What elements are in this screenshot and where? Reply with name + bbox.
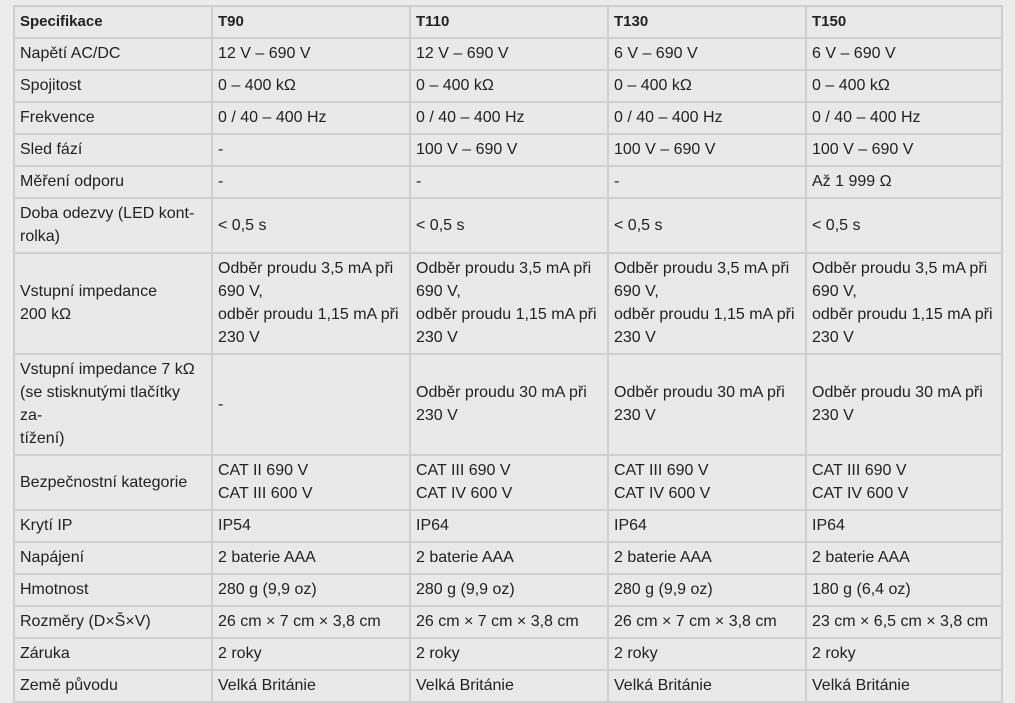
- t110-cell: Odběr proudu 30 mA při 230 V: [410, 354, 608, 455]
- table-row: [14, 134, 1002, 166]
- t130-cell: 26 cm × 7 cm × 3,8 cm: [608, 606, 806, 638]
- t90-cell: -: [212, 134, 410, 166]
- header-row: [14, 6, 1002, 38]
- t90-cell: 280 g (9,9 oz): [212, 574, 410, 606]
- t110-cell: Odběr proudu 3,5 mA při 690 V, odběr proudu 1,15 mA při 230 V: [410, 253, 608, 354]
- t110-cell: CAT III 690 V CAT IV 600 V: [410, 455, 608, 510]
- table-row: [14, 102, 1002, 134]
- t90-cell: Odběr proudu 3,5 mA při 690 V, odběr proudu 1,15 mA při 230 V: [212, 253, 410, 354]
- row-label: Vstupní impedance 200 kΩ: [14, 253, 212, 354]
- t90-cell: 12 V – 690 V: [212, 38, 410, 70]
- t110-cell: 26 cm × 7 cm × 3,8 cm: [410, 606, 608, 638]
- t150-cell: < 0,5 s: [806, 198, 1002, 253]
- t110-cell: 12 V – 690 V: [410, 38, 608, 70]
- header-cell-t150: T150: [806, 6, 1002, 38]
- row-label: Napětí AC/DC: [14, 38, 212, 70]
- t110-cell: 2 roky: [410, 638, 608, 670]
- t110-cell: -: [410, 166, 608, 198]
- table-row: [14, 510, 1002, 542]
- t90-cell: 26 cm × 7 cm × 3,8 cm: [212, 606, 410, 638]
- row-label: Měření odporu: [14, 166, 212, 198]
- t90-cell: < 0,5 s: [212, 198, 410, 253]
- table-row: [14, 638, 1002, 670]
- t90-cell: -: [212, 166, 410, 198]
- t90-cell: 0 – 400 kΩ: [212, 70, 410, 102]
- table-row: [14, 455, 1002, 510]
- t150-cell: 6 V – 690 V: [806, 38, 1002, 70]
- t130-cell: 280 g (9,9 oz): [608, 574, 806, 606]
- row-label: Sled fází: [14, 134, 212, 166]
- t150-cell: 0 / 40 – 400 Hz: [806, 102, 1002, 134]
- row-label: Hmotnost: [14, 574, 212, 606]
- t130-cell: CAT III 690 V CAT IV 600 V: [608, 455, 806, 510]
- t150-cell: Velká Británie: [806, 670, 1002, 702]
- t150-cell: 2 baterie AAA: [806, 542, 1002, 574]
- t90-cell: Velká Británie: [212, 670, 410, 702]
- t130-cell: 100 V – 690 V: [608, 134, 806, 166]
- t110-cell: 0 – 400 kΩ: [410, 70, 608, 102]
- t130-cell: 0 – 400 kΩ: [608, 70, 806, 102]
- row-label: Rozměry (D×Š×V): [14, 606, 212, 638]
- t130-cell: Odběr proudu 30 mA při 230 V: [608, 354, 806, 455]
- t110-cell: Velká Británie: [410, 670, 608, 702]
- t150-cell: 2 roky: [806, 638, 1002, 670]
- table-body: [14, 38, 1002, 702]
- table-row: [14, 38, 1002, 70]
- t110-cell: 100 V – 690 V: [410, 134, 608, 166]
- table-row: [14, 606, 1002, 638]
- spec-table: [13, 5, 1003, 703]
- t150-cell: 180 g (6,4 oz): [806, 574, 1002, 606]
- t90-cell: -: [212, 354, 410, 455]
- header-cell-t130: T130: [608, 6, 806, 38]
- t130-cell: Odběr proudu 3,5 mA při 690 V, odběr proudu 1,15 mA při 230 V: [608, 253, 806, 354]
- row-label: Napájení: [14, 542, 212, 574]
- table-row: [14, 198, 1002, 253]
- t150-cell: Odběr proudu 30 mA při 230 V: [806, 354, 1002, 455]
- t130-cell: Velká Británie: [608, 670, 806, 702]
- t130-cell: IP64: [608, 510, 806, 542]
- header-cell-t90: T90: [212, 6, 410, 38]
- t150-cell: CAT III 690 V CAT IV 600 V: [806, 455, 1002, 510]
- t110-cell: 0 / 40 – 400 Hz: [410, 102, 608, 134]
- t130-cell: 2 baterie AAA: [608, 542, 806, 574]
- row-label: Bezpečnostní kategorie: [14, 455, 212, 510]
- t130-cell: < 0,5 s: [608, 198, 806, 253]
- t150-cell: Až 1 999 Ω: [806, 166, 1002, 198]
- table-row: [14, 166, 1002, 198]
- t150-cell: IP64: [806, 510, 1002, 542]
- row-label: Doba odezvy (LED kont- rolka): [14, 198, 212, 253]
- table-row: [14, 70, 1002, 102]
- t110-cell: < 0,5 s: [410, 198, 608, 253]
- t130-cell: -: [608, 166, 806, 198]
- t90-cell: 0 / 40 – 400 Hz: [212, 102, 410, 134]
- row-label: Vstupní impedance 7 kΩ (se stisknutými tlačítky za- tížení): [14, 354, 212, 455]
- table-header: [14, 6, 1002, 38]
- t130-cell: 6 V – 690 V: [608, 38, 806, 70]
- row-label: Frekvence: [14, 102, 212, 134]
- t110-cell: 2 baterie AAA: [410, 542, 608, 574]
- t90-cell: 2 baterie AAA: [212, 542, 410, 574]
- header-cell-t110: T110: [410, 6, 608, 38]
- t110-cell: 280 g (9,9 oz): [410, 574, 608, 606]
- t110-cell: IP64: [410, 510, 608, 542]
- table-row: [14, 253, 1002, 354]
- t150-cell: 0 – 400 kΩ: [806, 70, 1002, 102]
- t90-cell: 2 roky: [212, 638, 410, 670]
- row-label: Země původu: [14, 670, 212, 702]
- t150-cell: 100 V – 690 V: [806, 134, 1002, 166]
- header-cell-spec: Specifikace: [14, 6, 212, 38]
- t90-cell: CAT II 690 V CAT III 600 V: [212, 455, 410, 510]
- t130-cell: 0 / 40 – 400 Hz: [608, 102, 806, 134]
- t130-cell: 2 roky: [608, 638, 806, 670]
- table-row: [14, 542, 1002, 574]
- row-label: Krytí IP: [14, 510, 212, 542]
- table-row: [14, 574, 1002, 606]
- t90-cell: IP54: [212, 510, 410, 542]
- row-label: Záruka: [14, 638, 212, 670]
- row-label: Spojitost: [14, 70, 212, 102]
- t150-cell: 23 cm × 6,5 cm × 3,8 cm: [806, 606, 1002, 638]
- t150-cell: Odběr proudu 3,5 mA při 690 V, odběr proudu 1,15 mA při 230 V: [806, 253, 1002, 354]
- table-row: [14, 354, 1002, 455]
- table-row: [14, 670, 1002, 702]
